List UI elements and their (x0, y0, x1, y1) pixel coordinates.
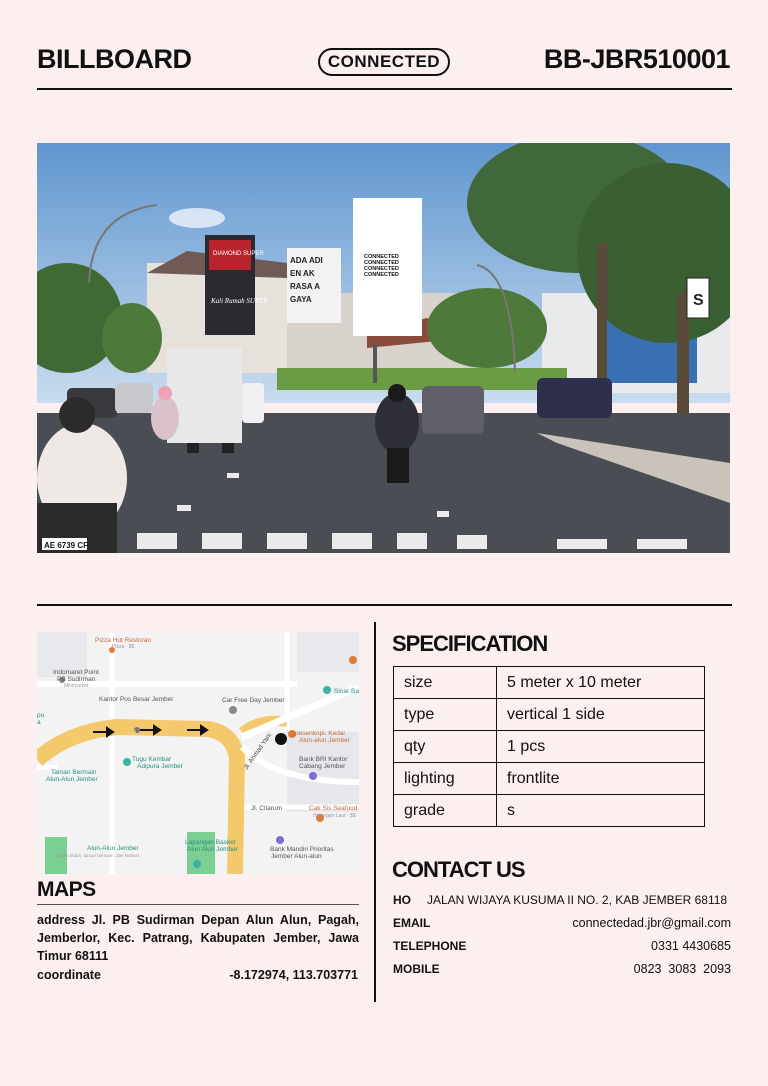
spec-key: size (394, 667, 497, 699)
spec-value: 1 pcs (497, 731, 705, 763)
map-label-lapangan2: Alun Alun Jember (187, 846, 238, 853)
map-label-bri: Bank BRI Kantor (299, 756, 348, 763)
ho-label: HO (393, 893, 411, 907)
map-label-indomaret: Indomaret Point (53, 669, 99, 676)
specification-heading: SPECIFICATION (392, 631, 548, 656)
spec-value: frontlite (497, 763, 705, 795)
map-label-indomaret2: PB Sudirman (57, 676, 96, 683)
spec-value: vertical 1 side (497, 699, 705, 731)
map-label-mandiri2: Jember Alun-alun (271, 853, 322, 860)
map-label-sinar: Sinar Ba (334, 688, 359, 695)
map-label-mandiri: Bank Mandiri Prioritas (270, 846, 334, 853)
board1-sub: Kali Rumah SUPER (211, 297, 268, 305)
board2-line-4: GAYA (290, 295, 312, 304)
telephone-label: TELEPHONE (393, 939, 467, 953)
map-label-taman2: Alun-Alun Jember (46, 776, 98, 783)
email-value[interactable]: connectedad.jbr@gmail.com (572, 916, 731, 930)
billboard-photo (37, 143, 730, 553)
spec-key: lighting (394, 763, 497, 795)
board2-line-2: EN AK (290, 269, 315, 278)
maps-divider (37, 904, 359, 905)
spec-value: 5 meter x 10 meter (497, 667, 705, 699)
map-label-alun-sub: Taman teduh, taman bermain, dan festival (55, 853, 139, 858)
map-label-pizza: Pizza Hut Restoran (95, 637, 151, 644)
mobile-value[interactable]: 0823 3083 2093 (633, 962, 731, 976)
table-row (394, 763, 705, 795)
mobile-label: MOBILE (393, 962, 440, 976)
board1-text: DIAMOND SUPER (213, 251, 264, 257)
section-divider (37, 604, 732, 606)
table-row (394, 667, 705, 699)
board2-line-3: RASA A (290, 282, 321, 291)
map-label-tugu2: Adipura Jember (137, 763, 183, 770)
table-row (394, 731, 705, 763)
plate-text: AE 6739 CF (44, 541, 89, 550)
table-row (394, 699, 705, 731)
header-divider (37, 88, 732, 90)
map-label-lapangan: Lapangan Basket (185, 839, 236, 846)
billboard-location-marker[interactable] (275, 733, 287, 745)
document-title: BILLBOARD (37, 44, 192, 74)
billboard-line-3: CONNECTED (364, 266, 399, 272)
billboard-code: BB-JBR510001 (543, 44, 730, 74)
map-label-car-free: Car Free Day Jember (222, 697, 285, 704)
ho-value: JALAN WIJAYA KUSUMA II NO. 2, KAB JEMBER 68118 (427, 893, 728, 907)
map-label-citarum: Jl. Citarum (251, 805, 283, 812)
connected-logo: CONNECTED (318, 48, 450, 76)
coordinate-value: -8.172974, 113.703771 (229, 968, 358, 982)
map-label-kedai: pesenkopi. Kedai (295, 730, 345, 737)
coordinate-label: coordinate (37, 968, 101, 982)
map-label-kedai2: Alun-alun Jember (299, 737, 350, 744)
map-label-indomaret-sub: Minimarket (64, 683, 89, 689)
map-label-taman: Taman Bermain (51, 769, 97, 776)
spec-key: grade (394, 795, 497, 827)
map-label-kantor-pos: Kantor Pos Besar Jember (99, 696, 174, 703)
address-text: address Jl. PB Sudirman Depan Alun Alun, Pagah, Jemberlor, Kec. Patrang, Kabupaten Jember, Jawa Timur 68111 (37, 913, 359, 963)
spec-key: type (394, 699, 497, 731)
map-label-alun: Alun-Alun Jember (87, 845, 139, 852)
map-label-popa: po (37, 712, 45, 719)
spec-key: qty (394, 731, 497, 763)
map-label-caksis: Cak Sis Seafood (309, 805, 358, 812)
no-parking-sign: S (693, 292, 704, 309)
map-label-tugu: Tugu Kembar (132, 756, 172, 763)
board2-line-1: ADA ADI (290, 256, 323, 265)
maps-heading: MAPS (37, 878, 96, 901)
map-label-bri2: Cabang Jember (299, 763, 346, 770)
billboard-line-2: CONNECTED (364, 260, 399, 266)
road-number: 7 (134, 729, 137, 734)
spec-value: s (497, 795, 705, 827)
map-label-caksis-sub: Hidangan Laut · $$ (313, 813, 356, 819)
telephone-value[interactable]: 0331 4430685 (651, 939, 731, 953)
billboard-line-4: CONNECTED (364, 272, 399, 278)
map-label-popa2: a (37, 719, 41, 726)
column-divider (374, 622, 376, 1002)
billboard-line-1: CONNECTED (364, 254, 399, 260)
email-label: EMAIL (393, 916, 431, 930)
table-row (394, 795, 705, 827)
map-label-pizza-sub: Pizza · $$ (112, 644, 135, 650)
map-label-road: Jl. Ahmad Yani (242, 732, 274, 772)
specification-table (393, 666, 705, 827)
location-map[interactable] (37, 632, 359, 874)
contact-heading: CONTACT US (392, 857, 525, 882)
